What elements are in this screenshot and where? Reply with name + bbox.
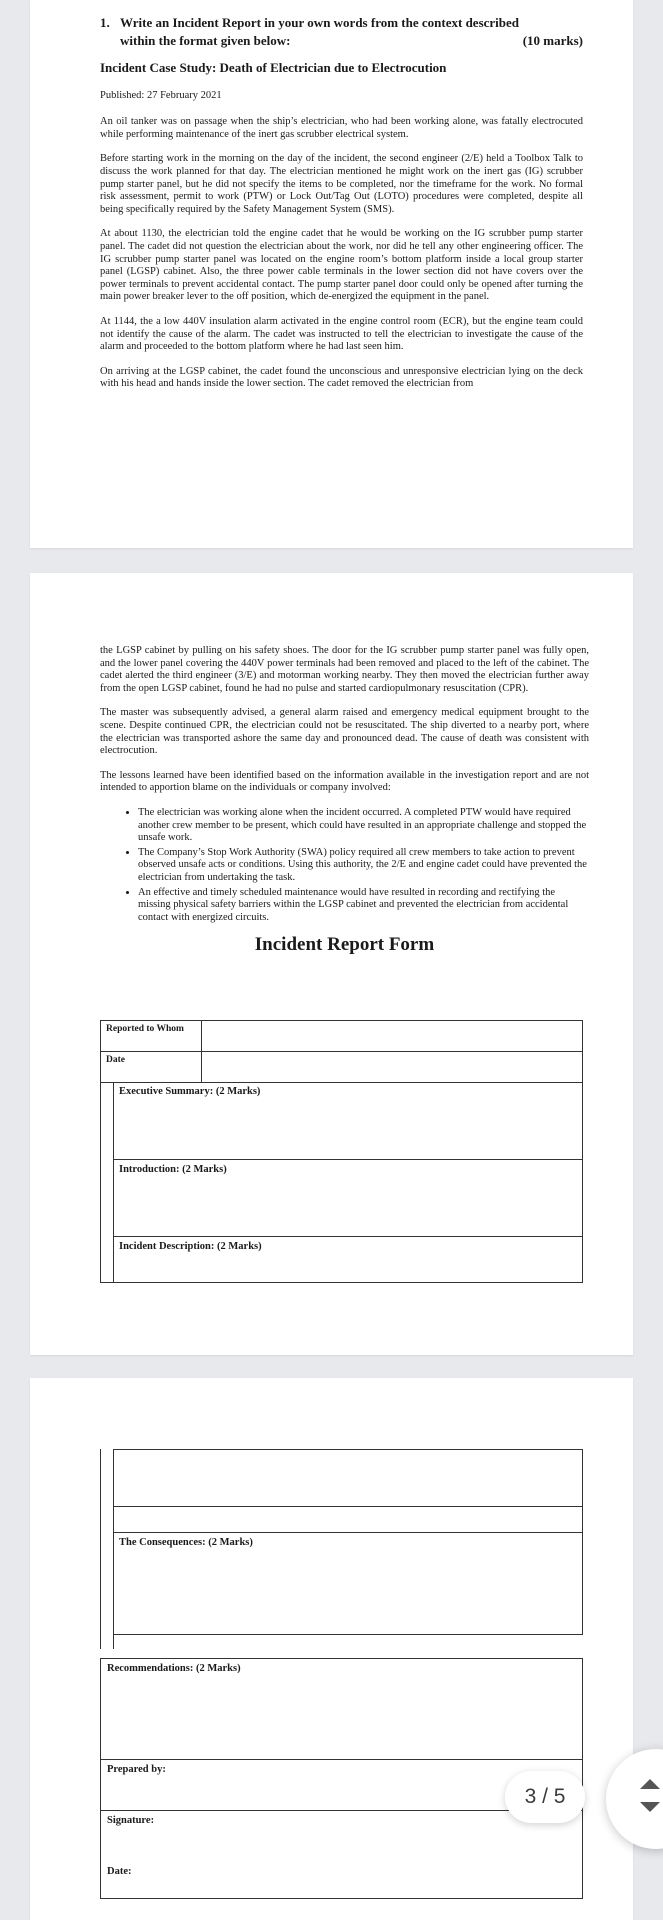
question-line-2: within the format given below: <box>120 32 291 48</box>
page-1-content <box>100 14 583 403</box>
paragraph: On arriving at the LGSP cabinet, the cadet found the unconscious and unresponsive electrician lying on the deck with his head and hands inside the lower section. The cadet removed the electrician from <box>100 365 583 390</box>
signature-field[interactable] <box>100 1811 583 1862</box>
document-page-1 <box>30 0 633 548</box>
date-field[interactable] <box>202 1052 583 1083</box>
caret-up-icon[interactable] <box>640 1779 660 1789</box>
form-title: Incident Report Form <box>254 934 435 956</box>
page-2-content <box>100 645 589 969</box>
case-study-title: Incident Case Study: Death of Electrician due to Electrocution <box>100 60 447 76</box>
incident-description-label: Incident Description: (2 Marks) <box>119 1241 262 1252</box>
form-meta-table <box>100 1020 583 1083</box>
question-number: 1. <box>100 15 110 30</box>
paragraph: the LGSP cabinet by pulling on his safety shoes. The door for the IG scrubber pump starter panel was fully open, and the lower panel covering the 440V power terminals had been removed and placed to the left of the cabinet. The cadet alerted the third engineer (3/E) and motorman working nearby. They then moved the electrician further away from the open LGSP cabinet, found he had no pulse and started cardiopulmonary resuscitation (CPR). <box>100 645 589 694</box>
lessons-list <box>100 807 589 924</box>
caret-down-icon[interactable] <box>640 1802 660 1812</box>
recommendations-label: Recommendations: (2 Marks) <box>107 1663 241 1674</box>
paragraph: An oil tanker was on passage when the ship’s electrician, who had been working alone, was fatally electrocuted while performing maintenance of the inert gas scrubber electrical system. <box>100 116 583 140</box>
reported-to-label: Reported to Whom <box>101 1021 202 1052</box>
prepared-by-label: Prepared by: <box>107 1764 166 1775</box>
published-date: Published: 27 February 2021 <box>100 89 222 101</box>
incident-report-form <box>100 1020 583 1283</box>
paragraph: At 1144, the a low 440V insulation alarm activated in the engine control room (ECR), but the engine team could not identify the cause of the alarm. The cadet was instructed to tell the electrician to investigate the cause of the alarm and proceeded to the bottom platform where he had last seen him. <box>100 316 583 353</box>
consequences-label: The Consequences: (2 Marks) <box>119 1537 253 1548</box>
list-item: • The Company’s Stop Work Authority (SWA) policy required all crew members to take action to prevent observed unsafe acts or conditions. Using this authority, the 2/E and engine cadet could have prevented the electrician from undertaking the task. <box>138 847 589 885</box>
paragraph: Before starting work in the morning on the day of the incident, the second engineer (2/E) held a Toolbox Talk to discuss the work planned for that day. The electrician mentioned he might work on the inert gas (IG) scrubber pump starter panel, but he did not specify the items to be completed, nor the timeframe for the work. No formal risk assessment, permit to work (PTW) or Lock Out/Tag Out (LOTO) procedures were completed, despite all being specifically required by the Safety Management System (SMS). <box>100 153 583 215</box>
paragraph: The lessons learned have been identified based on the information available in the investigation report and are not intended to apportion blame on the individuals or company involved: <box>100 769 589 794</box>
list-item: • The electrician was working alone when the incident occurred. A completed PTW would have required another crew member to be present, which could have resulted in an appropriate challenge and stopped the unsafe work. <box>138 807 589 845</box>
question-line-1: Write an Incident Report in your own words from the context described <box>120 15 520 30</box>
signature-label: Signature: <box>107 1815 155 1826</box>
date-label: Date <box>101 1052 202 1083</box>
reported-to-field[interactable] <box>202 1021 583 1052</box>
question-marks: (10 marks) <box>522 32 583 48</box>
document-page-3 <box>30 1378 633 1920</box>
date-footer-field[interactable] <box>100 1862 583 1899</box>
form-continuation <box>100 1449 583 1899</box>
executive-summary-field[interactable] <box>113 1082 583 1160</box>
paragraph: At about 1130, the electrician told the engine cadet that he would be working on the IG scrubber pump starter panel. The cadet did not question the electrician about the work, nor did he tell any other engineering officer. The IG scrubber pump starter panel was located on the engine room’s bottom platform inside a local group starter panel (LGSP) cabinet. Also, the three power cable terminals in the lower section did not have covers over the power terminals to prevent accidental contact. The pump starter panel door could only be opened after turning the main power breaker lever to the off position, which de-energized the equipment in the panel. <box>100 228 583 303</box>
description-spacer-row <box>113 1507 583 1533</box>
executive-summary-label: Executive Summary: (2 Marks) <box>119 1086 261 1097</box>
question-heading <box>100 14 583 49</box>
introduction-label: Introduction: (2 Marks) <box>119 1164 227 1175</box>
date-footer-label: Date: <box>107 1866 132 1877</box>
consequences-field[interactable] <box>113 1533 583 1635</box>
document-page-2 <box>30 573 633 1355</box>
page-indicator-text: 3 / 5 <box>524 1785 566 1808</box>
introduction-field[interactable] <box>113 1160 583 1237</box>
incident-description-field[interactable] <box>113 1237 583 1283</box>
paragraph: The master was subsequently advised, a general alarm raised and emergency medical equipment brought to the scene. Despite continued CPR, the electrician could not be resuscitated. The ship diverted to a nearby port, where the electrician was transported ashore the same day and pronounced dead. The cause of death was consistent with electrocution. <box>100 707 589 757</box>
description-continued-field[interactable] <box>113 1449 583 1507</box>
recommendations-field[interactable] <box>100 1658 583 1760</box>
page-indicator <box>505 1771 585 1823</box>
list-item: • An effective and timely scheduled maintenance would have resulted in recording and rectifying the missing physical safety barriers within the LGSP cabinet and prevented the electrician from accidental contact with energized circuits. <box>138 887 589 925</box>
